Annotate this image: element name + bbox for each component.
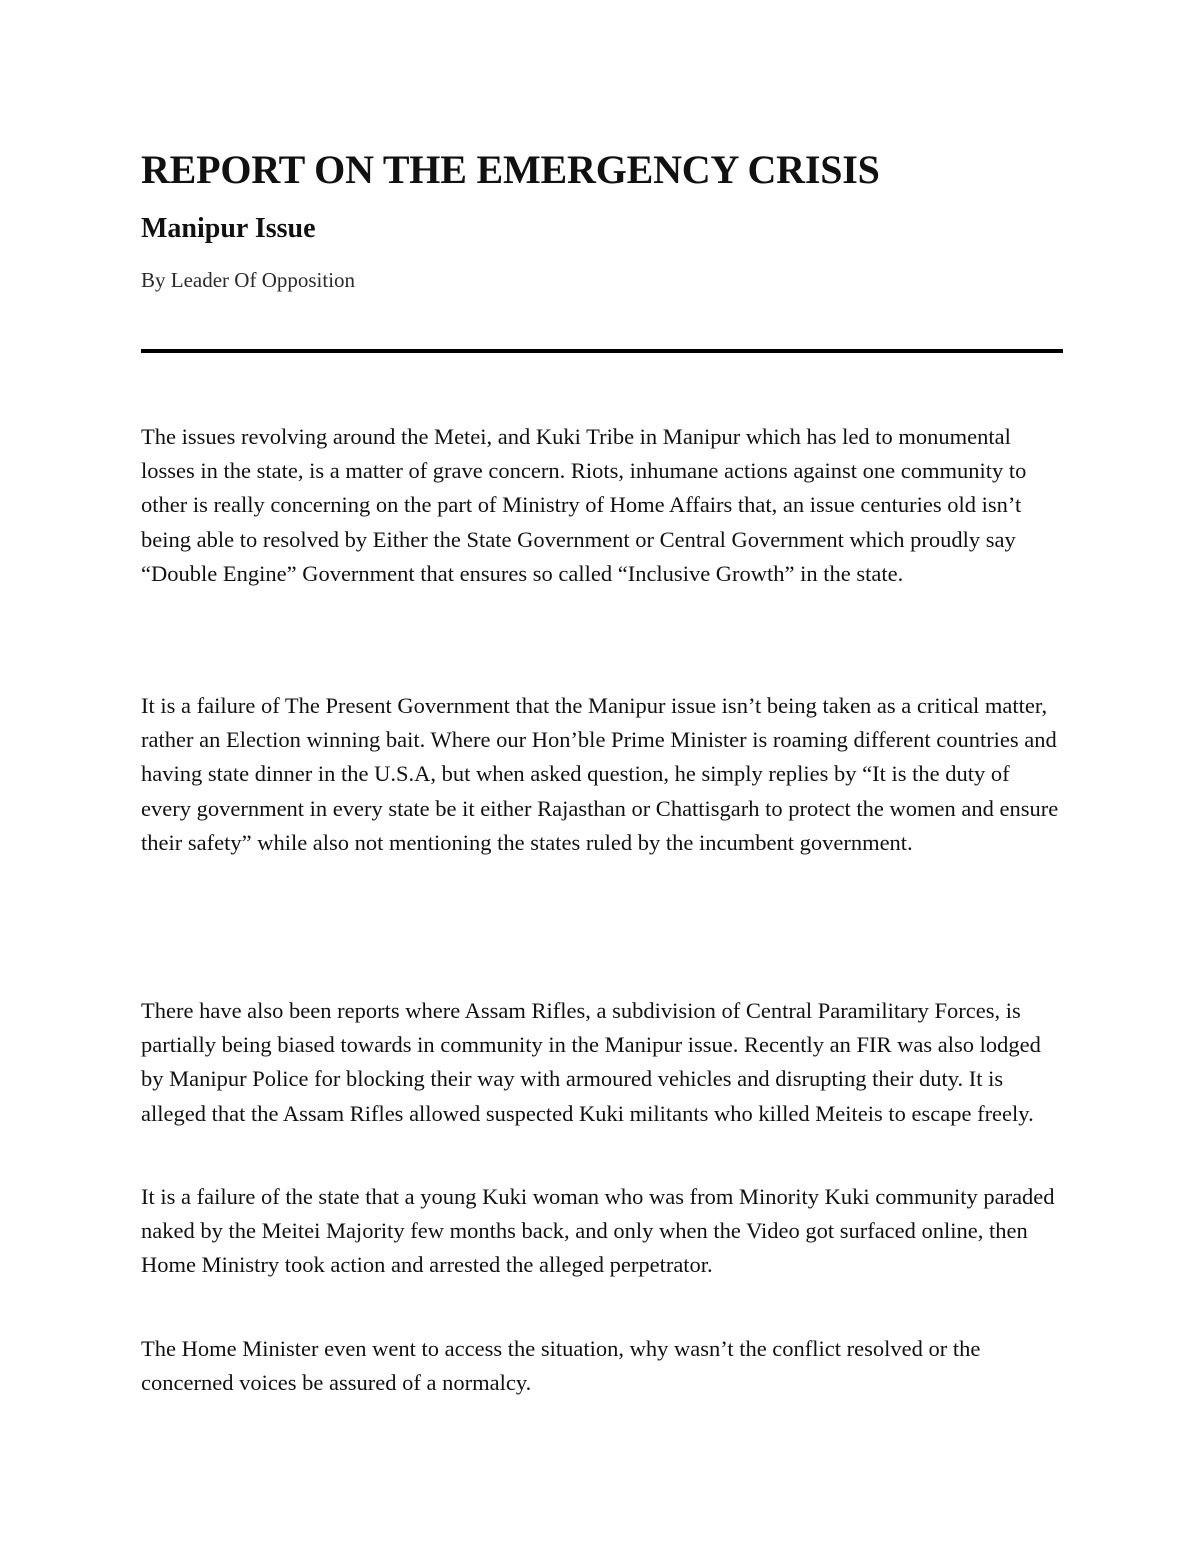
document-title: REPORT ON THE EMERGENCY CRISIS [141, 147, 880, 192]
body-paragraph: The Home Minister even went to access the situation, why wasn’t the conflict resolved or the concerned voices be assured of a normalcy. [141, 1336, 981, 1396]
document-subtitle: Manipur Issue [141, 213, 316, 244]
body-paragraph: It is a failure of the state that a young Kuki woman who was from Minority Kuki community paraded naked by the Meitei Majority few months back, and only when the Video got surfaced online, then Home Ministry took action and arrested the alleged perpetrator. [141, 1184, 1055, 1278]
body-paragraph: It is a failure of The Present Government that the Manipur issue isn’t being taken as a critical matter, rather an Election winning bait. Where our Hon’ble Prime Minister is roaming different countries and having state dinner in the U.S.A, but when asked question, he simply replies by “It is the duty of every government in every state be it either Rajasthan or Chattisgarh to protect the women and ensure their safety” while also not mentioning the states ruled by the incumbent government. [141, 693, 1059, 855]
horizontal-divider [141, 349, 1063, 353]
body-paragraph: There have also been reports where Assam Rifles, a subdivision of Central Paramilitary Forces, is partially being biased towards in community in the Manipur issue. Recently an FIR was also lodged by Manipur Police for blocking their way with armoured vehicles and disrupting their duty. It is alleged that the Assam Rifles allowed suspected Kuki militants who killed Meiteis to escape freely. [141, 998, 1041, 1126]
body-paragraph: The issues revolving around the Metei, and Kuki Tribe in Manipur which has led to monumental losses in the state, is a matter of grave concern. Riots, inhumane actions against one community to other is really concerning on the part of Ministry of Home Affairs that, an issue centuries old isn’t being able to resolved by Either the State Government or Central Government which proudly say “Double Engine” Government that ensures so called “Inclusive Growth” in the state. [141, 424, 1027, 586]
document-byline: By Leader Of Opposition [141, 268, 356, 292]
